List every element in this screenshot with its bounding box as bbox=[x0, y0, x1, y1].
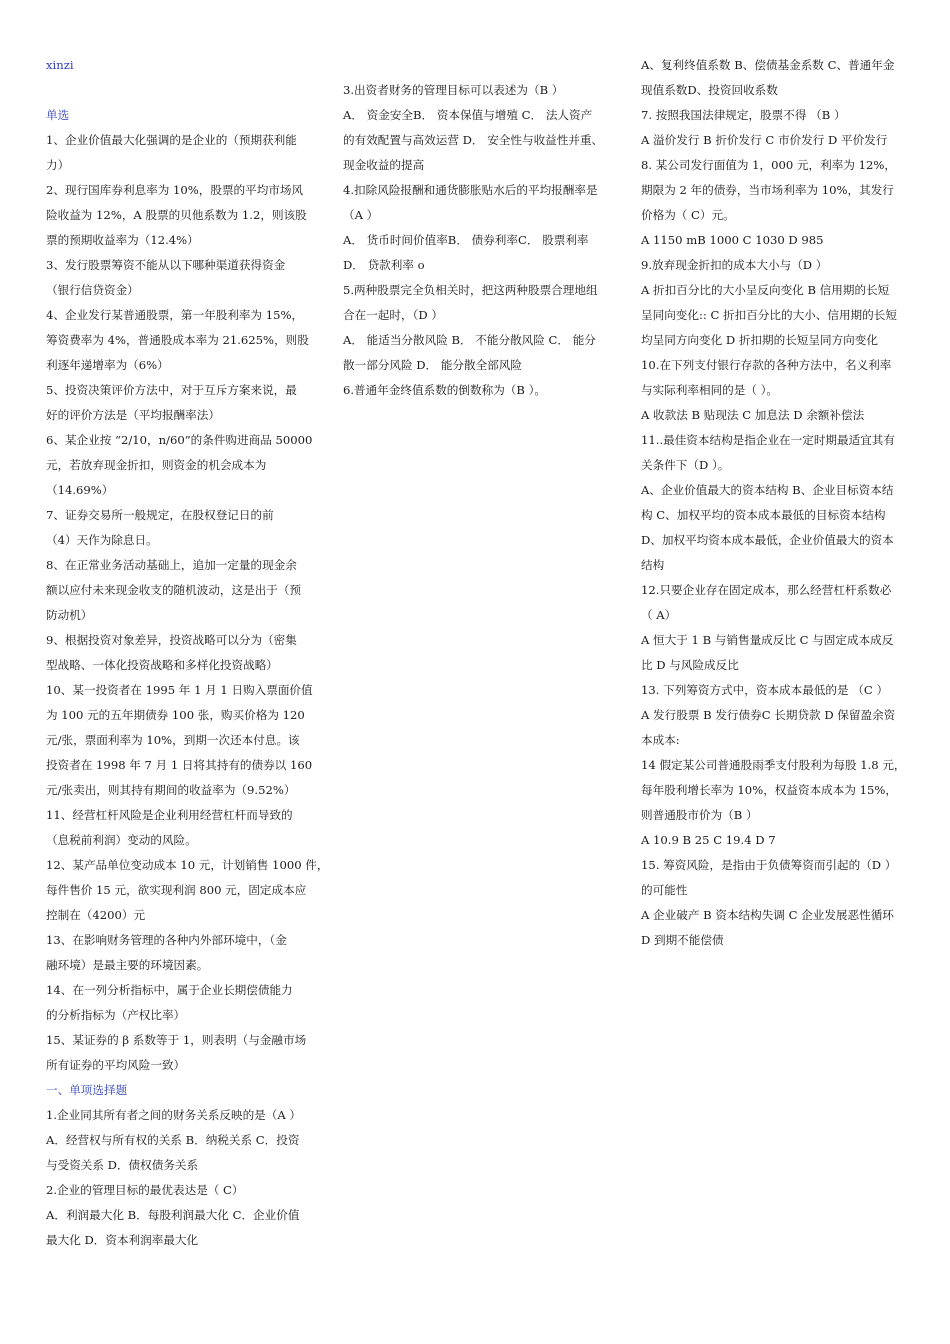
text-line: （ A） bbox=[641, 608, 677, 622]
text-line: 4.扣除风险报酬和通货膨胀贴水后的平均报酬率是 bbox=[343, 183, 598, 197]
text-line: 1.企业同其所有者之间的财务关系反映的是（A ） bbox=[46, 1108, 301, 1122]
section-title-single-choice-questions: 一、单项选择题 bbox=[46, 1083, 128, 1097]
text-line: 所有证券的平均风险一致） bbox=[46, 1058, 186, 1072]
text-line: 防动机） bbox=[46, 608, 93, 622]
text-line: 9.放弃现金折扣的成本大小与（D ） bbox=[641, 258, 828, 272]
text-line: 14 假定某公司普通股雨季支付股利为每股 1.8 元， bbox=[641, 758, 906, 772]
column-left bbox=[46, 53, 329, 1253]
text-line: （息税前利润）变动的风险。 bbox=[46, 833, 197, 847]
text-line: 8. 某公司发行面值为 1，000 元，利率为 12%， bbox=[641, 158, 896, 172]
text-line: 4、企业发行某普通股票，第一年股利率为 15%， bbox=[46, 308, 304, 322]
text-line: 比 D 与风险成反比 bbox=[641, 658, 739, 672]
text-line: A．经营权与所有权的关系 B．纳税关系 C．投资 bbox=[46, 1133, 300, 1147]
text-line: 力） bbox=[46, 158, 70, 172]
text-line: A 恒大于 1 B 与销售量成反比 C 与固定成本成反 bbox=[641, 633, 894, 647]
text-line: 5.两种股票完全负相关时，把这两种股票合理地组 bbox=[343, 283, 598, 297]
text-line: 每件售价 15 元，欲实现利润 800 元，固定成本应 bbox=[46, 883, 307, 897]
text-line: 每年股利增长率为 10%，权益资本成本为 15%， bbox=[641, 783, 898, 797]
text-line: A． 资金安全B． 资本保值与增殖 C． 法人资产 bbox=[343, 108, 593, 122]
text-line: 散一部分风险 D． 能分散全部风险 bbox=[343, 358, 522, 372]
text-line: 的可能性 bbox=[641, 883, 688, 897]
text-line: 10.在下列支付银行存款的各种方法中，名义利率 bbox=[641, 358, 892, 372]
text-line: 型战略、一体化投资战略和多样化投资战略） bbox=[46, 658, 278, 672]
text-line: A． 能适当分散风险 B． 不能分散风险 C． 能分 bbox=[343, 333, 596, 347]
text-line: 关条件下（D ）。 bbox=[641, 458, 730, 472]
text-line: 3.出资者财务的管理目标可以表述为（B ） bbox=[343, 83, 564, 97]
text-line: A 企业破产 B 资本结构失调 C 企业发展恶性循环 bbox=[641, 908, 894, 922]
column-right-lines bbox=[641, 53, 909, 953]
text-line: 则普通股市价为（B ） bbox=[641, 808, 758, 822]
text-line: 11..最佳资本结构是指企业在一定时期最适宜其有 bbox=[641, 433, 895, 447]
section-title-single-choice: 单选 bbox=[46, 108, 70, 122]
text-line: 6.普通年金终值系数的倒数称为（B ）。 bbox=[343, 383, 546, 397]
text-line: 2、现行国库券利息率为 10%，股票的平均市场风 bbox=[46, 183, 304, 197]
text-line: （4）天作为除息日。 bbox=[46, 533, 158, 547]
text-line: D． 贷款利率 o bbox=[343, 258, 425, 272]
text-line: 11、经营杠杆风险是企业利用经营杠杆而导致的 bbox=[46, 808, 293, 822]
text-line: A、复利终值系数 B、偿债基金系数 C、普通年金 bbox=[641, 58, 895, 72]
text-line: 现值系数D、投资回收系数 bbox=[641, 83, 778, 97]
text-line: 控制在（4200）元 bbox=[46, 908, 146, 922]
text-line: 与实际利率相同的是（ ）。 bbox=[641, 383, 779, 397]
text-line: A．利润最大化 B．每股利润最大化 C．企业价值 bbox=[46, 1208, 300, 1222]
text-line: 融环境）是最主要的环境因素。 bbox=[46, 958, 209, 972]
text-line: 15. 筹资风险，是指由于负债筹资而引起的（D ） bbox=[641, 858, 897, 872]
text-line: 13、在影响财务管理的各种内外部环境中，（金 bbox=[46, 933, 287, 947]
text-line: 5、投资决策评价方法中，对于互斥方案来说，最 bbox=[46, 383, 297, 397]
text-line: 结构 bbox=[641, 558, 665, 572]
text-line: A 溢价发行 B 折价发行 C 市价发行 D 平价发行 bbox=[641, 133, 888, 147]
text-line: 12.只要企业存在固定成本，那么经营杠杆系数必 bbox=[641, 583, 892, 597]
column-middle bbox=[343, 78, 611, 403]
text-line: D、加权平均资本成本最低，企业价值最大的资本 bbox=[641, 533, 894, 547]
blank-line bbox=[46, 78, 314, 103]
text-line: 1、企业价值最大化强调的是企业的（预期获利能 bbox=[46, 133, 297, 147]
text-line: 均呈同方向变化 D 折扣期的长短呈同方向变化 bbox=[641, 333, 878, 347]
text-line: 利逐年递增率为（6%） bbox=[46, 358, 169, 372]
text-line: 票的预期收益率为（12.4%） bbox=[46, 233, 199, 247]
text-line: 15、某证券的 β 系数等于 1，则表明（与金融市场 bbox=[46, 1033, 307, 1047]
text-line: 额以应付未来现金收支的随机波动，这是出于（预 bbox=[46, 583, 302, 597]
text-line: 6、某企业按 “2/10，n/60”的条件购进商品 50000 bbox=[46, 433, 313, 447]
text-line: （14.69%） bbox=[46, 483, 114, 497]
text-line: 本成本: bbox=[641, 733, 680, 747]
column-left-lines bbox=[46, 128, 329, 1078]
text-line: A 发行股票 B 发行债券C 长期贷款 D 保留盈余资 bbox=[641, 708, 896, 722]
text-line: A、企业价值最大的资本结构 B、企业目标资本结 bbox=[641, 483, 894, 497]
column-middle-lines bbox=[343, 78, 611, 403]
text-line: A 折扣百分比的大小呈反向变化 B 信用期的长短 bbox=[641, 283, 890, 297]
text-line: 好的评价方法是（平均报酬率法） bbox=[46, 408, 220, 422]
text-line: （A ） bbox=[343, 208, 379, 222]
text-line: 现金收益的提高 bbox=[343, 158, 425, 172]
text-line: A 收款法 B 贴现法 C 加息法 D 余额补偿法 bbox=[641, 408, 865, 422]
text-line: 7、证券交易所一般规定，在股权登记日的前 bbox=[46, 508, 274, 522]
text-line: 的分析指标为（产权比率） bbox=[46, 1008, 186, 1022]
column-right bbox=[641, 53, 909, 953]
header-text: xinzi bbox=[46, 58, 74, 72]
text-line: 价格为（ C）元。 bbox=[641, 208, 735, 222]
text-line: 期限为 2 年的债券，当市场利率为 10%，其发行 bbox=[641, 183, 894, 197]
column-left-lines-2 bbox=[46, 1103, 314, 1253]
text-line: 14、在一列分析指标中，属于企业长期偿债能力 bbox=[46, 983, 293, 997]
text-line: 8、在正常业务活动基础上，追加一定量的现金余 bbox=[46, 558, 297, 572]
text-line: 13. 下列筹资方式中，资本成本最低的是 （C ） bbox=[641, 683, 889, 697]
text-line: 元/张，票面利率为 10%，到期一次还本付息。该 bbox=[46, 733, 300, 747]
text-line: A． 货币时间价值率B． 债券利率C． 股票利率 bbox=[343, 233, 589, 247]
text-line: 最大化 D．资本利润率最大化 bbox=[46, 1233, 199, 1247]
text-line: 元，若放弃现金折扣，则资金的机会成本为 bbox=[46, 458, 267, 472]
text-line: 与受资关系 D．债权债务关系 bbox=[46, 1158, 199, 1172]
text-line: 构 C、加权平均的资本成本最低的目标资本结构 bbox=[641, 508, 886, 522]
text-line: 的有效配置与高效运营 D． 安全性与收益性并重、 bbox=[343, 133, 604, 147]
text-line: D 到期不能偿债 bbox=[641, 933, 724, 947]
text-line: 9、根据投资对象差异，投资战略可以分为（密集 bbox=[46, 633, 297, 647]
text-line: A 10.9 B 25 C 19.4 D 7 bbox=[641, 833, 776, 847]
text-line: 12、某产品单位变动成本 10 元，计划销售 1000 件， bbox=[46, 858, 329, 872]
text-line: 呈同向变化:: C 折扣百分比的大小、信用期的长短 bbox=[641, 308, 897, 322]
text-line: 3、发行股票筹资不能从以下哪种渠道获得资金 bbox=[46, 258, 286, 272]
text-line: A 1150 mB 1000 C 1030 D 985 bbox=[641, 233, 824, 247]
text-line: （银行信贷资金） bbox=[46, 283, 139, 297]
text-line: 投资者在 1998 年 7 月 1 日将其持有的债券以 160 bbox=[46, 758, 313, 772]
text-line: 为 100 元的五年期债券 100 张，购买价格为 120 bbox=[46, 708, 305, 722]
text-line: 筹资费率为 4%，普通股成本率为 21.625%，则股 bbox=[46, 333, 309, 347]
text-line: 10、某一投资者在 1995 年 1 月 1 日购入票面价值 bbox=[46, 683, 313, 697]
text-line: 2.企业的管理目标的最优表达是（ C） bbox=[46, 1183, 244, 1197]
text-line: 合在一起时，（D ） bbox=[343, 308, 443, 322]
text-line: 险收益为 12%，A 股票的贝他系数为 1.2，则该股 bbox=[46, 208, 307, 222]
text-line: 7. 按照我国法律规定，股票不得 （B ） bbox=[641, 108, 846, 122]
text-line: 元/张卖出，则其持有期间的收益率为（9.52%） bbox=[46, 783, 296, 797]
